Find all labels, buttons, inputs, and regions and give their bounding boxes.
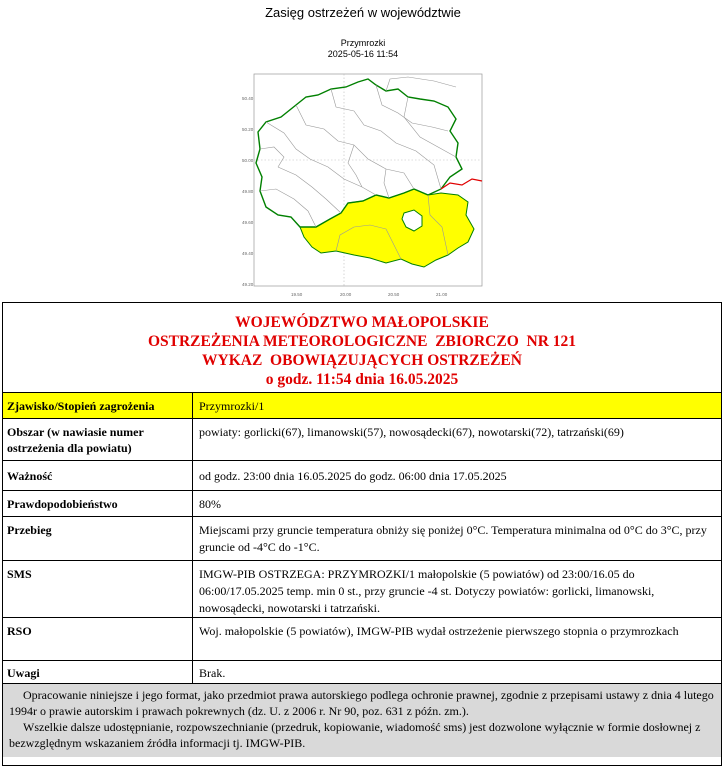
row-label: Przebieg (3, 517, 193, 560)
distribution-text: Wszelkie dalsze udostępnianie, rozpowszechnianie (przedruk, kopiowanie, wiadomość sms) jest dozwolone wyłącznie w formie dosłownej z bezwzględnym wskazaniem źródła informacji tj. IMGW-PIB. (9, 720, 701, 750)
row-value: IMGW-PIB OSTRZEGA: PRZYMROZKI/1 małopolskie (5 powiatów) od 23:00/16.05 do 06:00/17.05.2025 temp. min 0 st., przy gruncie -4 st. Dotyczy powiatów: gorlicki, limanowski, nowosądecki, nowotarski i tatrzański. (199, 567, 655, 615)
row-label: RSO (3, 618, 193, 660)
warning-table (2, 302, 722, 766)
lon-tick: 21.00 (436, 292, 448, 297)
map-svg (236, 67, 496, 301)
row-label: Zjawisko/Stopień zagrożenia (3, 393, 193, 418)
map-title: Przymrozki (340, 38, 386, 48)
row-value: Miejscami przy gruncie temperatura obniży się poniżej 0°C. Temperatura minimalna od 0°C do 3°C, przy gruncie od -4°C do -1°C. (199, 523, 707, 554)
lat-tick: 49.60 (242, 220, 254, 225)
row-probability (3, 491, 721, 517)
row-sms (3, 561, 721, 618)
warning-header (3, 303, 721, 393)
copyright-footer (3, 684, 721, 757)
lon-tick: 19.50 (291, 292, 303, 297)
page-title: Zasięg ostrzeżeń w województwie (265, 5, 461, 20)
lon-tick: 20.00 (340, 292, 352, 297)
row-label: Uwagi (3, 661, 193, 683)
lat-tick: 49.20 (242, 282, 254, 287)
map-datetime: 2025-05-16 11:54 (327, 49, 399, 59)
row-label: Prawdopodobieństwo (3, 491, 193, 516)
lat-tick: 50.40 (242, 96, 254, 101)
row-label: Ważność (3, 461, 193, 490)
row-value: Przymrozki/1 (199, 399, 265, 413)
header-title: OSTRZEŻENIA METEOROLOGICZNE ZBIORCZO NR 121 (147, 333, 577, 350)
lat-tick: 50.20 (242, 127, 254, 132)
row-label: Obszar (w nawiasie numer ostrzeżenia dla powiatu) (3, 419, 193, 460)
row-value: powiaty: gorlicki(67), limanowski(57), nowosądecki(67), nowotarski(72), tatrzański(69) (199, 425, 624, 439)
lon-tick: 20.50 (388, 292, 400, 297)
row-value: Brak. (199, 666, 226, 680)
lat-tick: 50.00 (242, 158, 254, 163)
header-time: o godz. 11:54 dnia 16.05.2025 (265, 371, 459, 388)
row-value: od godz. 23:00 dnia 16.05.2025 do godz. 06:00 dnia 17.05.2025 (199, 469, 507, 483)
lat-tick: 49.80 (242, 189, 254, 194)
header-region: WOJEWÓDZTWO MAŁOPOLSKIE (235, 314, 489, 331)
row-value: 80% (199, 497, 221, 511)
row-value: Woj. małopolskie (5 powiatów), IMGW-PIB wydał ostrzeżenie pierwszego stopnia o przymrozkach (199, 624, 679, 638)
warning-map (236, 67, 496, 301)
row-rso (3, 618, 721, 661)
row-validity (3, 461, 721, 491)
copyright-text: Opracowanie niniejsze i jego format, jako przedmiot prawa autorskiego podlega ochronie prawnej, zgodnie z przepisami ustawy z dnia 4 lutego 1994r o prawie autorskim i prawach pokrewnych (dz. U. z 2006 r. Nr 90, poz. 631 z późn. zm.). (9, 688, 714, 718)
row-area (3, 419, 721, 461)
row-phenomenon (3, 393, 721, 419)
header-subtitle: WYKAZ OBOWIĄZUJĄCYCH OSTRZEŻEŃ (202, 352, 522, 369)
row-label: SMS (3, 561, 193, 617)
row-remarks (3, 661, 721, 684)
row-course (3, 517, 721, 561)
lat-tick: 49.40 (242, 251, 254, 256)
